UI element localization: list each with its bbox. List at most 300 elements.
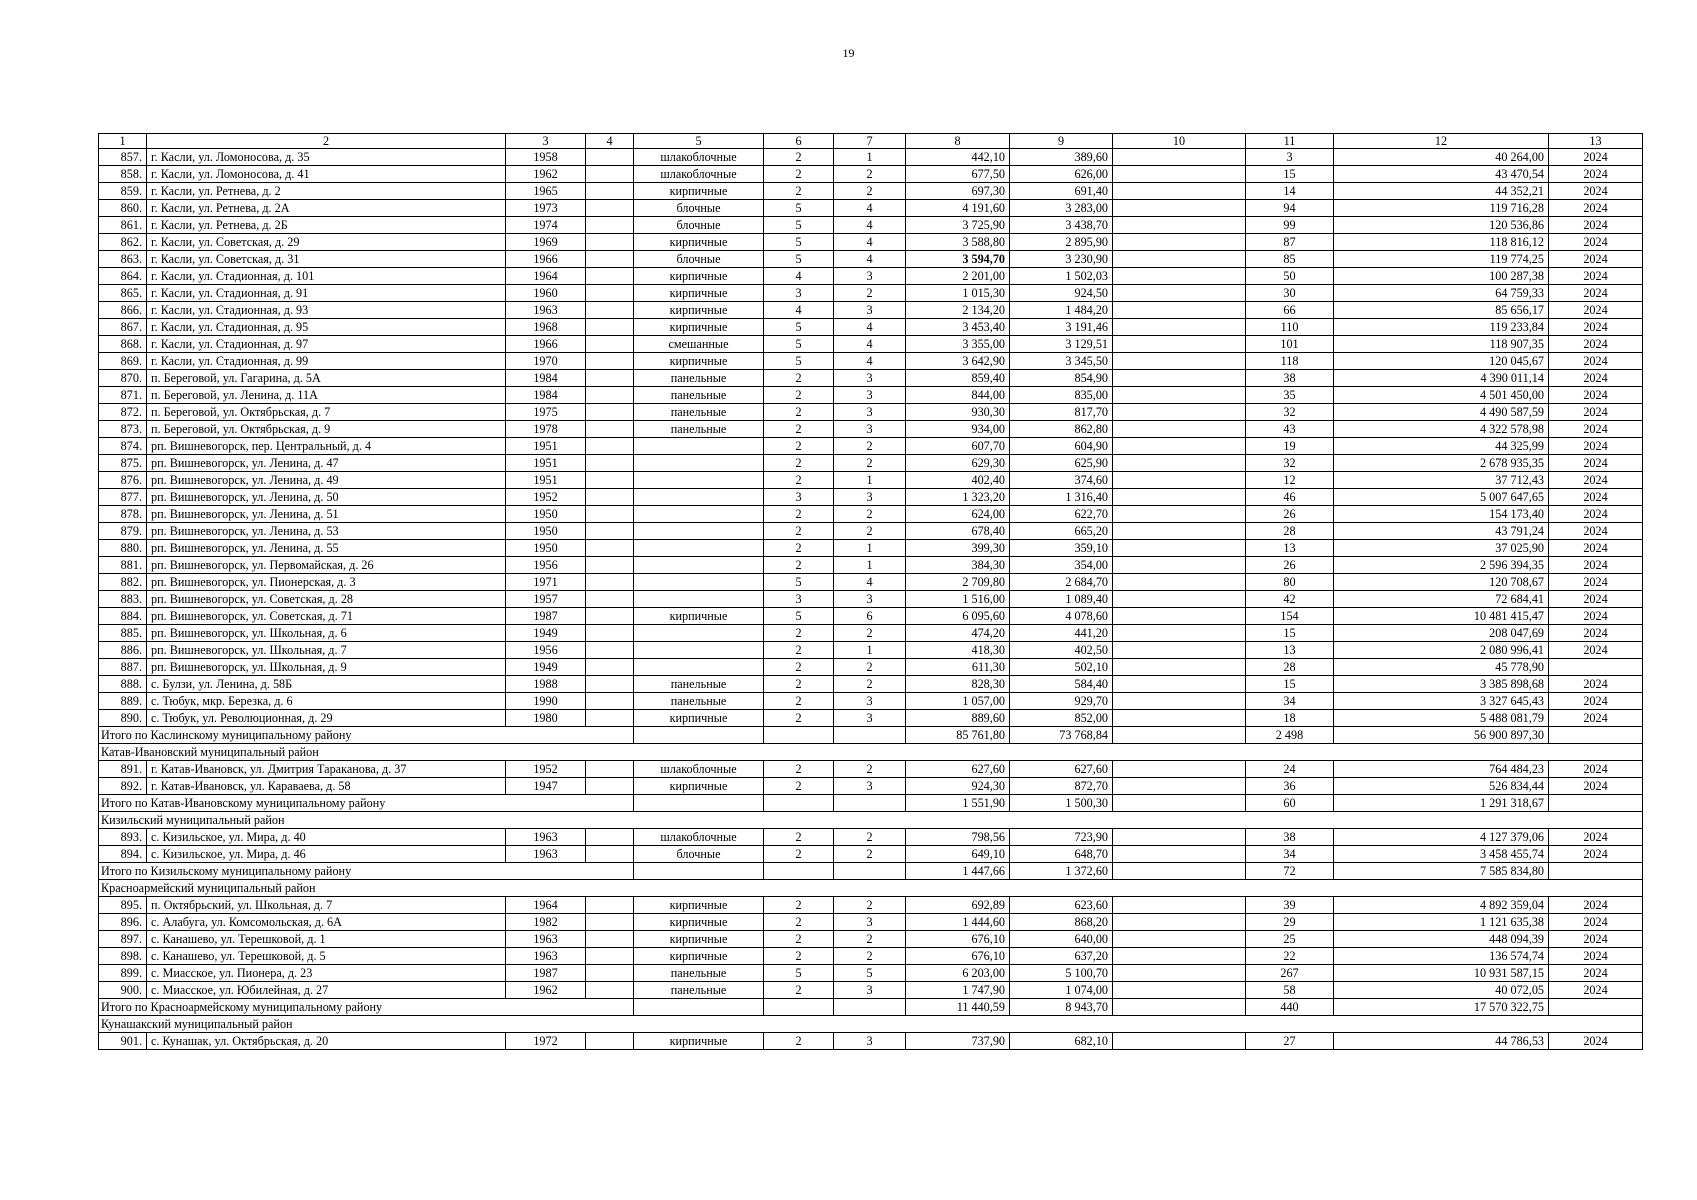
cell-col-4 [586, 761, 634, 778]
cell-col-10 [1113, 438, 1246, 455]
cell-col-6: 2 [764, 166, 834, 183]
cell-col-12: 2 596 394,35 [1334, 557, 1549, 574]
cell-col-11: 94 [1246, 200, 1334, 217]
cell-col-4 [586, 234, 634, 251]
cell-col-4 [586, 625, 634, 642]
cell-col-13: 2024 [1549, 455, 1643, 472]
bold-value: 3 594,70 [962, 251, 1005, 266]
cell-col-3: 1949 [506, 625, 586, 642]
cell-col-13: 2024 [1549, 438, 1643, 455]
cell-col-2: п. Береговой, ул. Октябрьская, д. 7 [147, 404, 506, 421]
total-value: 1 551,90 [906, 795, 1010, 812]
cell-col-8: 859,40 [906, 370, 1010, 387]
cell-col-5: панельные [634, 370, 764, 387]
cell-col-1: 889. [99, 693, 147, 710]
cell-col-5 [634, 506, 764, 523]
cell-col-12: 100 287,38 [1334, 268, 1549, 285]
cell-col-11: 12 [1246, 472, 1334, 489]
header-row [99, 134, 1643, 149]
total-row [99, 795, 1643, 812]
cell-col-10 [1113, 625, 1246, 642]
cell-col-10 [1113, 506, 1246, 523]
section-row [99, 812, 1643, 829]
cell-col-8: 737,90 [906, 1033, 1010, 1050]
cell-col-5: панельные [634, 421, 764, 438]
cell-col-12: 526 834,44 [1334, 778, 1549, 795]
cell-col-3: 1971 [506, 574, 586, 591]
cell-col-13: 2024 [1549, 591, 1643, 608]
column-header: 8 [906, 134, 1010, 149]
cell-col-10 [1113, 1033, 1246, 1050]
total-value: 56 900 897,30 [1334, 727, 1549, 744]
cell-col-1: 890. [99, 710, 147, 727]
cell-col-4 [586, 982, 634, 999]
table-row [99, 642, 1643, 659]
cell-col-5: кирпичные [634, 897, 764, 914]
cell-col-4 [586, 574, 634, 591]
cell-col-10 [1113, 285, 1246, 302]
total-value [1549, 795, 1643, 812]
table-row [99, 268, 1643, 285]
cell-col-4 [586, 455, 634, 472]
cell-col-2: рп. Вишневогорск, ул. Ленина, д. 47 [147, 455, 506, 472]
cell-col-12: 4 127 379,06 [1334, 829, 1549, 846]
cell-col-3: 1966 [506, 251, 586, 268]
cell-col-13: 2024 [1549, 319, 1643, 336]
cell-col-8: 384,30 [906, 557, 1010, 574]
cell-col-5 [634, 659, 764, 676]
cell-col-4 [586, 183, 634, 200]
cell-col-6: 2 [764, 642, 834, 659]
table-row [99, 659, 1643, 676]
cell-col-1: 870. [99, 370, 147, 387]
cell-col-2: с. Алабуга, ул. Комсомольская, д. 6А [147, 914, 506, 931]
cell-col-3: 1980 [506, 710, 586, 727]
cell-col-2: п. Береговой, ул. Октябрьская, д. 9 [147, 421, 506, 438]
cell-col-4 [586, 591, 634, 608]
table-row [99, 540, 1643, 557]
cell-col-10 [1113, 761, 1246, 778]
cell-col-9: 691,40 [1010, 183, 1113, 200]
table-row [99, 897, 1643, 914]
cell-col-9: 637,20 [1010, 948, 1113, 965]
cell-col-12: 448 094,39 [1334, 931, 1549, 948]
cell-col-5: шлакоблочные [634, 149, 764, 166]
table-row [99, 370, 1643, 387]
cell-col-4 [586, 404, 634, 421]
cell-col-12: 1 121 635,38 [1334, 914, 1549, 931]
section-row [99, 880, 1643, 897]
cell-col-7: 2 [834, 829, 906, 846]
cell-col-1: 858. [99, 166, 147, 183]
cell-col-4 [586, 353, 634, 370]
cell-col-4 [586, 370, 634, 387]
total-value: 17 570 322,75 [1334, 999, 1549, 1016]
table-row [99, 710, 1643, 727]
cell-col-6: 2 [764, 931, 834, 948]
cell-col-7: 2 [834, 625, 906, 642]
cell-col-5: панельные [634, 965, 764, 982]
cell-col-6: 2 [764, 982, 834, 999]
cell-col-5: блочные [634, 251, 764, 268]
cell-col-9: 3 191,46 [1010, 319, 1113, 336]
cell-col-11: 46 [1246, 489, 1334, 506]
cell-col-1: 892. [99, 778, 147, 795]
cell-col-10 [1113, 268, 1246, 285]
cell-col-13: 2024 [1549, 370, 1643, 387]
cell-col-13: 2024 [1549, 166, 1643, 183]
cell-col-5: смешанные [634, 336, 764, 353]
cell-col-3: 1957 [506, 591, 586, 608]
cell-col-7: 2 [834, 931, 906, 948]
cell-col-11: 80 [1246, 574, 1334, 591]
cell-col-13: 2024 [1549, 489, 1643, 506]
cell-col-7: 3 [834, 591, 906, 608]
cell-col-10 [1113, 370, 1246, 387]
cell-col-9: 1 089,40 [1010, 591, 1113, 608]
cell-col-11: 34 [1246, 846, 1334, 863]
cell-col-3: 1969 [506, 234, 586, 251]
table-row [99, 234, 1643, 251]
cell-col-4 [586, 489, 634, 506]
cell-col-8: 676,10 [906, 948, 1010, 965]
cell-col-13: 2024 [1549, 353, 1643, 370]
cell-col-13: 2024 [1549, 404, 1643, 421]
cell-col-4 [586, 251, 634, 268]
cell-col-8: 627,60 [906, 761, 1010, 778]
cell-col-13: 2024 [1549, 846, 1643, 863]
cell-col-3: 1984 [506, 370, 586, 387]
cell-col-7: 3 [834, 421, 906, 438]
cell-col-2: рп. Вишневогорск, ул. Ленина, д. 55 [147, 540, 506, 557]
cell-col-4 [586, 608, 634, 625]
cell-col-6: 5 [764, 200, 834, 217]
cell-col-4 [586, 540, 634, 557]
cell-col-4 [586, 200, 634, 217]
total-value [1549, 727, 1643, 744]
cell-col-7: 2 [834, 285, 906, 302]
cell-col-7: 2 [834, 948, 906, 965]
cell-col-11: 58 [1246, 982, 1334, 999]
cell-col-13: 2024 [1549, 234, 1643, 251]
cell-col-2: с. Кизильское, ул. Мира, д. 40 [147, 829, 506, 846]
empty-cell [764, 795, 834, 812]
cell-col-7: 3 [834, 387, 906, 404]
cell-col-10 [1113, 846, 1246, 863]
cell-col-10 [1113, 659, 1246, 676]
cell-col-2: с. Тюбук, ул. Революционная, д. 29 [147, 710, 506, 727]
cell-col-11: 27 [1246, 1033, 1334, 1050]
cell-col-1: 863. [99, 251, 147, 268]
cell-col-5: кирпичные [634, 710, 764, 727]
housing-table [98, 133, 1643, 1050]
cell-col-1: 879. [99, 523, 147, 540]
cell-col-8: 2 709,80 [906, 574, 1010, 591]
table-row [99, 761, 1643, 778]
cell-col-6: 3 [764, 591, 834, 608]
total-value: 72 [1246, 863, 1334, 880]
cell-col-7: 2 [834, 846, 906, 863]
cell-col-3: 1952 [506, 489, 586, 506]
cell-col-12: 5 007 647,65 [1334, 489, 1549, 506]
cell-col-10 [1113, 557, 1246, 574]
cell-col-12: 44 786,53 [1334, 1033, 1549, 1050]
cell-col-12: 10 931 587,15 [1334, 965, 1549, 982]
cell-col-1: 871. [99, 387, 147, 404]
cell-col-12: 4 490 587,59 [1334, 404, 1549, 421]
empty-cell [634, 795, 764, 812]
cell-col-6: 2 [764, 778, 834, 795]
cell-col-10 [1113, 608, 1246, 625]
cell-col-11: 50 [1246, 268, 1334, 285]
cell-col-6: 2 [764, 710, 834, 727]
cell-col-12: 64 759,33 [1334, 285, 1549, 302]
cell-col-3: 1978 [506, 421, 586, 438]
total-value [1113, 727, 1246, 744]
cell-col-8: 611,30 [906, 659, 1010, 676]
cell-col-6: 5 [764, 336, 834, 353]
cell-col-4 [586, 319, 634, 336]
cell-col-8: 697,30 [906, 183, 1010, 200]
cell-col-8: 678,40 [906, 523, 1010, 540]
cell-col-9: 1 484,20 [1010, 302, 1113, 319]
cell-col-12: 154 173,40 [1334, 506, 1549, 523]
cell-col-10 [1113, 489, 1246, 506]
cell-col-4 [586, 217, 634, 234]
cell-col-2: рп. Вишневогорск, ул. Пионерская, д. 3 [147, 574, 506, 591]
cell-col-1: 861. [99, 217, 147, 234]
cell-col-6: 2 [764, 540, 834, 557]
cell-col-5: шлакоблочные [634, 829, 764, 846]
cell-col-3: 1950 [506, 506, 586, 523]
table-row [99, 523, 1643, 540]
cell-col-6: 2 [764, 370, 834, 387]
cell-col-2: г. Касли, ул. Стадионная, д. 101 [147, 268, 506, 285]
cell-col-3: 1960 [506, 285, 586, 302]
cell-col-3: 1982 [506, 914, 586, 931]
cell-col-9: 2 684,70 [1010, 574, 1113, 591]
cell-col-9: 359,10 [1010, 540, 1113, 557]
cell-col-9: 627,60 [1010, 761, 1113, 778]
cell-col-1: 882. [99, 574, 147, 591]
cell-col-5 [634, 523, 764, 540]
cell-col-1: 883. [99, 591, 147, 608]
cell-col-2: рп. Вишневогорск, ул. Советская, д. 71 [147, 608, 506, 625]
cell-col-11: 26 [1246, 557, 1334, 574]
empty-cell [634, 863, 764, 880]
cell-col-10 [1113, 778, 1246, 795]
cell-col-8: 3 588,80 [906, 234, 1010, 251]
cell-col-5: панельные [634, 404, 764, 421]
cell-col-3: 1966 [506, 336, 586, 353]
cell-col-12: 2 678 935,35 [1334, 455, 1549, 472]
cell-col-5: кирпичные [634, 234, 764, 251]
cell-col-13: 2024 [1549, 472, 1643, 489]
cell-col-10 [1113, 353, 1246, 370]
table-row [99, 200, 1643, 217]
cell-col-11: 29 [1246, 914, 1334, 931]
table-row [99, 608, 1643, 625]
cell-col-9: 623,60 [1010, 897, 1113, 914]
cell-col-2: рп. Вишневогорск, ул. Школьная, д. 7 [147, 642, 506, 659]
cell-col-6: 5 [764, 217, 834, 234]
cell-col-1: 864. [99, 268, 147, 285]
cell-col-5: кирпичные [634, 948, 764, 965]
cell-col-6: 2 [764, 948, 834, 965]
cell-col-2: рп. Вишневогорск, ул. Школьная, д. 9 [147, 659, 506, 676]
total-value: 440 [1246, 999, 1334, 1016]
cell-col-10 [1113, 574, 1246, 591]
table-row [99, 506, 1643, 523]
cell-col-12: 118 907,35 [1334, 336, 1549, 353]
cell-col-13: 2024 [1549, 778, 1643, 795]
cell-col-6: 5 [764, 608, 834, 625]
cell-col-6: 2 [764, 183, 834, 200]
cell-col-2: п. Октябрьский, ул. Школьная, д. 7 [147, 897, 506, 914]
cell-col-1: 860. [99, 200, 147, 217]
empty-cell [634, 999, 764, 1016]
cell-col-6: 4 [764, 302, 834, 319]
cell-col-12: 4 390 011,14 [1334, 370, 1549, 387]
cell-col-1: 875. [99, 455, 147, 472]
cell-col-7: 2 [834, 166, 906, 183]
column-header: 10 [1113, 134, 1246, 149]
cell-col-5: блочные [634, 846, 764, 863]
cell-col-13: 2024 [1549, 421, 1643, 438]
section-title: Кунашакский муниципальный район [99, 1016, 1643, 1033]
cell-col-10 [1113, 948, 1246, 965]
cell-col-13: 2024 [1549, 149, 1643, 166]
cell-col-2: г. Касли, ул. Стадионная, д. 99 [147, 353, 506, 370]
cell-col-5: блочные [634, 200, 764, 217]
cell-col-3: 1951 [506, 472, 586, 489]
cell-col-2: с. Канашево, ул. Терешковой, д. 1 [147, 931, 506, 948]
cell-col-1: 894. [99, 846, 147, 863]
cell-col-12: 72 684,41 [1334, 591, 1549, 608]
cell-col-1: 895. [99, 897, 147, 914]
cell-col-8 [906, 251, 1010, 268]
cell-col-4 [586, 506, 634, 523]
cell-col-8: 4 191,60 [906, 200, 1010, 217]
cell-col-2: г. Касли, ул. Стадионная, д. 93 [147, 302, 506, 319]
cell-col-6: 2 [764, 557, 834, 574]
cell-col-2: рп. Вишневогорск, ул. Первомайская, д. 26 [147, 557, 506, 574]
cell-col-13: 2024 [1549, 761, 1643, 778]
cell-col-9: 868,20 [1010, 914, 1113, 931]
cell-col-8: 676,10 [906, 931, 1010, 948]
cell-col-11: 14 [1246, 183, 1334, 200]
cell-col-5: кирпичные [634, 931, 764, 948]
total-value: 11 440,59 [906, 999, 1010, 1016]
cell-col-3: 1972 [506, 1033, 586, 1050]
cell-col-11: 28 [1246, 523, 1334, 540]
cell-col-2: г. Катав-Ивановск, ул. Дмитрия Тараканова, д. 37 [147, 761, 506, 778]
cell-col-8: 828,30 [906, 676, 1010, 693]
cell-col-12: 120 045,67 [1334, 353, 1549, 370]
cell-col-5: шлакоблочные [634, 166, 764, 183]
cell-col-12: 44 325,99 [1334, 438, 1549, 455]
cell-col-6: 4 [764, 268, 834, 285]
cell-col-11: 30 [1246, 285, 1334, 302]
column-header: 2 [147, 134, 506, 149]
cell-col-10 [1113, 200, 1246, 217]
cell-col-11: 34 [1246, 693, 1334, 710]
total-row [99, 863, 1643, 880]
section-title: Кизильский муниципальный район [99, 812, 1643, 829]
cell-col-10 [1113, 693, 1246, 710]
cell-col-6: 3 [764, 285, 834, 302]
cell-col-13 [1549, 659, 1643, 676]
cell-col-13: 2024 [1549, 982, 1643, 999]
cell-col-4 [586, 523, 634, 540]
cell-col-6: 3 [764, 489, 834, 506]
cell-col-9: 622,70 [1010, 506, 1113, 523]
cell-col-7: 1 [834, 472, 906, 489]
empty-cell [764, 999, 834, 1016]
cell-col-11: 42 [1246, 591, 1334, 608]
cell-col-7: 3 [834, 1033, 906, 1050]
cell-col-11: 15 [1246, 625, 1334, 642]
cell-col-7: 4 [834, 200, 906, 217]
cell-col-2: рп. Вишневогорск, ул. Школьная, д. 6 [147, 625, 506, 642]
cell-col-3: 1951 [506, 438, 586, 455]
cell-col-7: 3 [834, 302, 906, 319]
cell-col-1: 884. [99, 608, 147, 625]
cell-col-9: 441,20 [1010, 625, 1113, 642]
cell-col-11: 87 [1246, 234, 1334, 251]
cell-col-1: 873. [99, 421, 147, 438]
cell-col-2: г. Касли, ул. Ретнева, д. 2 [147, 183, 506, 200]
cell-col-4 [586, 829, 634, 846]
cell-col-2: г. Касли, ул. Ретнева, д. 2А [147, 200, 506, 217]
cell-col-3: 1956 [506, 557, 586, 574]
cell-col-9: 374,60 [1010, 472, 1113, 489]
cell-col-8: 677,50 [906, 166, 1010, 183]
cell-col-2: рп. Вишневогорск, ул. Ленина, д. 49 [147, 472, 506, 489]
cell-col-10 [1113, 897, 1246, 914]
cell-col-5 [634, 540, 764, 557]
total-value: 73 768,84 [1010, 727, 1113, 744]
column-header: 4 [586, 134, 634, 149]
cell-col-5: блочные [634, 217, 764, 234]
total-value: 2 498 [1246, 727, 1334, 744]
table-row [99, 693, 1643, 710]
cell-col-5 [634, 591, 764, 608]
total-value [1113, 999, 1246, 1016]
cell-col-6: 5 [764, 574, 834, 591]
cell-col-3: 1988 [506, 676, 586, 693]
cell-col-12: 3 327 645,43 [1334, 693, 1549, 710]
cell-col-7: 3 [834, 404, 906, 421]
table-row [99, 166, 1643, 183]
cell-col-5 [634, 472, 764, 489]
cell-col-4 [586, 336, 634, 353]
cell-col-12: 43 791,24 [1334, 523, 1549, 540]
cell-col-13: 2024 [1549, 710, 1643, 727]
cell-col-7: 2 [834, 659, 906, 676]
cell-col-10 [1113, 540, 1246, 557]
cell-col-4 [586, 149, 634, 166]
cell-col-3: 1965 [506, 183, 586, 200]
cell-col-1: 901. [99, 1033, 147, 1050]
cell-col-2: п. Береговой, ул. Ленина, д. 11А [147, 387, 506, 404]
cell-col-9: 835,00 [1010, 387, 1113, 404]
cell-col-7: 5 [834, 965, 906, 982]
cell-col-8: 442,10 [906, 149, 1010, 166]
cell-col-4 [586, 268, 634, 285]
cell-col-1: 899. [99, 965, 147, 982]
cell-col-3: 1947 [506, 778, 586, 795]
